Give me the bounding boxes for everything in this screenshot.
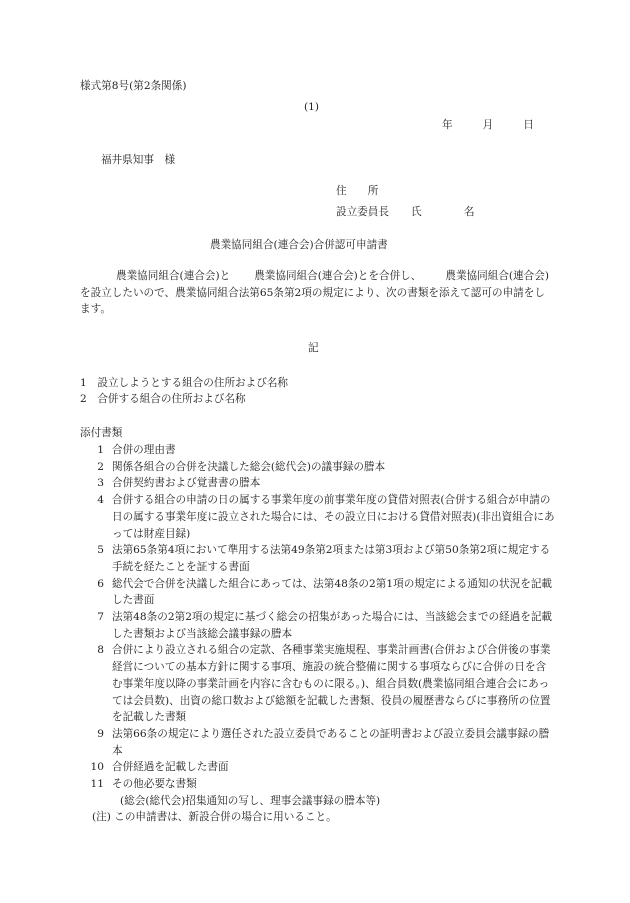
attachment-num: 6 — [97, 577, 104, 590]
attachment-text: 合併する組合の申請の日の属する事業年度の前事業年度の貸借対照表(合併する組合が申請の日の属する事業年度に設立された場合には、その設立日における貸借対照表)(非出資組合にあっては財産目録) — [112, 494, 555, 540]
chair-label: 設立委員長 — [336, 206, 389, 218]
attachment-num: 4 — [97, 494, 104, 507]
date-day: 日 — [523, 119, 534, 131]
attachment-text: 総代会で合併を決議した組合にあっては、法第48条の2第1項の規定による通知の状況を記載した書面 — [112, 577, 553, 607]
attachment-text: 関係各組合の合併を決議した総会(総代会)の議事録の謄本 — [112, 460, 386, 473]
usage-note: (注) この申請書は、新設合併の場合に用いること。 — [92, 811, 337, 824]
item-2-num: 2 — [80, 393, 87, 405]
addressee: 福井県知事 様 — [101, 154, 176, 166]
attachment-text: 法第66条の規定により選任された設立委員であることの証明書および設立委員会議事録の謄本 — [112, 727, 550, 757]
attachment-num: 5 — [97, 544, 104, 557]
attachments-heading: 添付書類 — [80, 427, 123, 439]
attachment-text: その他必要な書類 — [112, 778, 197, 791]
date-month: 月 — [482, 119, 494, 131]
ki-heading: 記 — [308, 342, 319, 354]
attachment-item — [80, 542, 555, 575]
attachment-num: 1 — [97, 444, 104, 456]
applicant-name-line — [336, 206, 475, 219]
attachment-item — [80, 459, 555, 476]
attachment-num: 9 — [97, 727, 104, 740]
attachment-text: 合併により設立される組合の定款、各種事業実施規程、事業計画書(合併および合併後の事業経営についての基本方針に関する事項、施設の統合整備に関する事項ならびに合併の日を含む事業年度以降の事業計画を内容に含むものに限る。)、組合員数(農業協同組合連合会にあっては会員数)、出資の総口数および総額を記載した書類、役員の履歴書ならびに事務所の位置を記載した書類 — [112, 644, 551, 724]
applicant-address-label: 住 所 — [336, 185, 379, 197]
attachment-text: 合併契約書および覚書書の謄本 — [112, 477, 261, 490]
attachment-item — [80, 642, 555, 726]
attachment-num: 2 — [97, 460, 104, 473]
document-title: 農業協同組合(連合会)合併認可申請書 — [210, 239, 388, 251]
body-union-2: 農業協同組合(連合会)とを合併し、 — [254, 270, 422, 282]
date-line — [442, 119, 534, 132]
attachments-list — [80, 442, 555, 826]
attachment-num: 10 — [90, 761, 104, 774]
attachment-num: 7 — [97, 611, 104, 624]
date-year: 年 — [442, 119, 453, 131]
body-union-1: 農業協同組合(連合会)と — [116, 270, 231, 282]
item-1 — [80, 377, 288, 390]
attachment-item — [80, 442, 555, 459]
attachment-item — [80, 609, 555, 642]
application-body — [80, 268, 550, 318]
item-1-text: 設立しようとする組合の住所および名称 — [97, 377, 289, 389]
item-2-text: 合併する組合の住所および名称 — [97, 393, 246, 405]
attachment-item — [80, 759, 555, 776]
attachment-item — [80, 475, 555, 492]
attachment-num: 3 — [97, 477, 104, 490]
body-rest: 合(連合会)を設立したいので、農業協同組合法第65条第2項の規定により、次の書類を添えて認可の申請をします。 — [80, 270, 549, 315]
attachment-num: 8 — [97, 644, 104, 657]
attachment-item — [80, 492, 555, 542]
attachment-text: 合併の理由書 — [112, 444, 176, 456]
form-number: (1) — [304, 101, 320, 113]
item-2 — [80, 393, 246, 406]
attachment-sub-note: (総会(総代会)招集通知の写し、理事会議事録の謄本等) — [120, 794, 381, 807]
attachment-text: 法第65条第4項において準用する法第49条第2項または第3項および第50条第2項に規定する手続を経たことを証する書面 — [112, 544, 551, 573]
attachment-item — [80, 776, 555, 793]
attachment-text: 法第48条の2第2項の規定に基づく総会の招集があった場合には、当該総会までの経過を記載した書類および当該総会議事録の謄本 — [112, 611, 553, 640]
item-1-num: 1 — [80, 377, 87, 389]
body-union-3: 農業協同組 — [445, 270, 499, 282]
attachment-item — [80, 576, 555, 609]
attachment-item — [80, 726, 555, 759]
attachment-num: 11 — [90, 778, 104, 791]
name-label: 氏 名 — [410, 206, 475, 218]
attachment-text: 合併経過を記載した書面 — [112, 761, 229, 774]
form-label: 様式第8号(第2条関係) — [80, 80, 187, 92]
